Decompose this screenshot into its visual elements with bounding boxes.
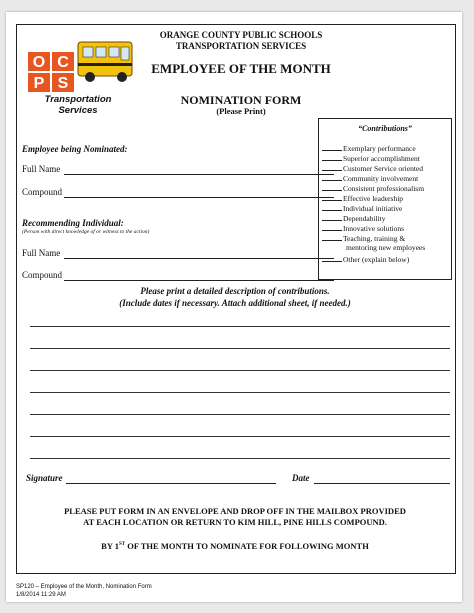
contribution-item[interactable]: Innovative solutions — [322, 223, 404, 233]
recommender-compound-label: Compound — [22, 270, 63, 280]
instructions-line-2: (Include dates if necessary. Attach additional sheet, if needed.) — [119, 298, 351, 308]
nominee-compound-field[interactable] — [64, 197, 334, 198]
form-page — [6, 12, 462, 602]
nominee-full-name-label: Full Name — [22, 164, 61, 174]
dept-name: TRANSPORTATION SERVICES — [175, 41, 307, 51]
mail-instructions-line-2: AT EACH LOCATION OR RETURN TO KIM HILL, PINE HILLS COMPOUND. — [83, 517, 387, 527]
form-title: NOMINATION FORM — [180, 93, 302, 107]
checkbox-blank[interactable] — [322, 233, 342, 241]
date-field[interactable] — [314, 483, 450, 484]
contribution-item[interactable]: Exemplary performance — [322, 143, 416, 153]
print-note: (Please Print) — [216, 106, 266, 116]
checkbox-blank[interactable] — [322, 203, 342, 211]
checkbox-blank[interactable] — [322, 173, 342, 181]
checkbox-blank[interactable] — [322, 153, 342, 161]
checkbox-blank[interactable] — [322, 143, 342, 151]
recommender-heading: Recommending Individual: — [22, 218, 124, 228]
logo-letter-p: P — [33, 75, 45, 92]
footer-timestamp: 1/8/2014 11:29 AM — [16, 592, 66, 598]
checkbox-blank[interactable] — [322, 223, 342, 231]
description-line[interactable] — [30, 370, 450, 371]
checkbox-blank[interactable] — [322, 163, 342, 171]
date-label: Date — [292, 473, 310, 483]
recommender-full-name-label: Full Name — [22, 248, 61, 258]
contribution-item[interactable]: Community involvement — [322, 173, 418, 183]
org-name: ORANGE COUNTY PUBLIC SCHOOLS — [159, 30, 323, 40]
deadline-notice: BY 1ST OF THE MONTH TO NOMINATE FOR FOLLOWING MONTH — [101, 541, 369, 551]
contribution-item[interactable]: Dependability — [322, 213, 386, 223]
contribution-item[interactable]: Superior accomplishment — [322, 153, 420, 163]
contributions-title: “Contributions” — [358, 124, 412, 133]
contribution-item[interactable]: Effective leadership — [322, 193, 403, 203]
contribution-item[interactable]: Other (explain below) — [322, 254, 409, 264]
recommender-full-name-field[interactable] — [64, 258, 334, 259]
contributions-box — [318, 118, 452, 280]
logo-text-services: Services — [58, 105, 98, 116]
description-line[interactable] — [30, 458, 450, 459]
checkbox-blank[interactable] — [322, 183, 342, 191]
contribution-item[interactable]: Consistent professionalism — [322, 183, 424, 193]
nominee-full-name-field[interactable] — [64, 174, 334, 175]
contribution-item-continued: mentoring new employees — [346, 243, 426, 252]
logo-text-transportation: Transportation — [44, 94, 112, 105]
description-line[interactable] — [30, 326, 450, 327]
recommender-compound-field[interactable] — [64, 280, 334, 281]
checkbox-blank[interactable] — [322, 213, 342, 221]
description-line[interactable] — [30, 348, 450, 349]
instructions-line-1: Please print a detailed description of contributions. — [140, 286, 330, 296]
nominee-compound-label: Compound — [22, 187, 63, 197]
mail-instructions-line-1: PLEASE PUT FORM IN AN ENVELOPE AND DROP OFF IN THE MAILBOX PROVIDED — [64, 506, 406, 516]
ocps-transportation-logo — [26, 36, 134, 116]
description-line[interactable] — [30, 414, 450, 415]
checkbox-blank[interactable] — [322, 193, 342, 201]
description-line[interactable] — [30, 392, 450, 393]
page-title: EMPLOYEE OF THE MONTH — [151, 61, 331, 76]
signature-field[interactable] — [66, 483, 276, 484]
nominee-heading: Employee being Nominated: — [22, 144, 128, 154]
contribution-item[interactable]: Individual initiative — [322, 203, 402, 213]
logo-letter-c: C — [57, 54, 69, 71]
signature-label: Signature — [26, 473, 63, 483]
footer-form-id: SP120 – Employee of the Month, Nomination Form — [16, 584, 152, 590]
contribution-item[interactable]: Teaching, training & — [322, 233, 405, 243]
logo-letter-s: S — [57, 75, 69, 92]
contribution-item[interactable]: Customer Service oriented — [322, 163, 423, 173]
description-line[interactable] — [30, 436, 450, 437]
logo-letter-o: O — [32, 54, 46, 71]
checkbox-blank[interactable] — [322, 254, 342, 262]
recommender-note: (Person with direct knowledge of or witness to the action) — [22, 229, 150, 235]
